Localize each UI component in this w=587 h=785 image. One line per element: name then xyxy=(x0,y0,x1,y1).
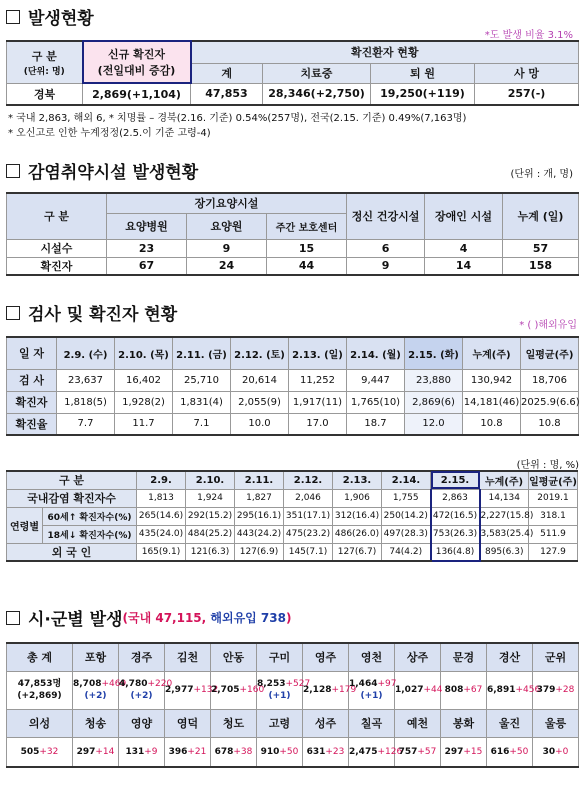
cell: 20,614 xyxy=(231,369,289,391)
region-ratio-note: *도 발생 비율 3.1% xyxy=(484,30,573,41)
cell: 15 xyxy=(267,239,347,257)
city-total: 2,977 xyxy=(165,685,194,695)
cell: 18,706 xyxy=(521,369,579,391)
cell: 165(9.1) xyxy=(137,543,186,561)
city-header: 봉화 xyxy=(441,709,487,737)
header-date-cell: 일평균(주) xyxy=(529,471,578,489)
city-total: 616 xyxy=(490,746,510,757)
cell: 57 xyxy=(503,239,579,257)
city-daily: (+2,869) xyxy=(17,691,62,701)
city-total: 4,780 xyxy=(119,679,148,689)
cell: 2019.1 xyxy=(529,489,578,507)
row-label: 확진율 xyxy=(7,413,57,435)
city-total: 396 xyxy=(168,746,188,757)
city-header: 문경 xyxy=(441,643,487,671)
cell: 11.7 xyxy=(115,413,173,435)
city-header: 청송 xyxy=(73,709,119,737)
header-date-cell: 2.9. xyxy=(137,471,186,489)
city-increase: +126 xyxy=(377,746,403,757)
cell-new: 2,869(+1,104) xyxy=(83,83,191,105)
city-header: 총 계 xyxy=(7,643,73,671)
footnote-1: * 국내 2,863, 해외 6, * 치명률 – 경북(2.16. 기준) 0.54%(257명), 전국(2.15. 기준) 0.49%(7,163명) xyxy=(8,113,467,124)
city-increase: +97 xyxy=(377,679,397,689)
city-increase: +132 xyxy=(193,685,219,695)
row-18: 18세↓ 확진자수(%) xyxy=(43,525,137,543)
city-cell xyxy=(119,671,173,709)
cell: 1,831(4) xyxy=(173,391,231,413)
header-date-cell: 2.15. (화) xyxy=(405,337,463,369)
header-day: 주간 보호센터 xyxy=(267,213,347,239)
header-date-cell: 2.12. (토) xyxy=(231,337,289,369)
city-total: 808 xyxy=(444,685,464,695)
city-cell xyxy=(349,737,403,767)
cell: 295(16.1) xyxy=(235,507,284,525)
cell: 127(6.9) xyxy=(235,543,284,561)
cell: 23,637 xyxy=(57,369,115,391)
city-total: 505 xyxy=(20,746,40,757)
city-increase: +15 xyxy=(463,746,483,757)
checkbox-icon xyxy=(6,611,20,625)
header-disabled: 장애인 시설 xyxy=(425,193,503,239)
city-increase: +44 xyxy=(423,685,443,695)
header-cum: 누계 (일) xyxy=(503,193,579,239)
city-header: 예천 xyxy=(395,709,441,737)
header-treat: 치료중 xyxy=(263,63,371,83)
cell: 10.0 xyxy=(231,413,289,435)
age-table xyxy=(6,470,578,562)
city-total: 2,705 xyxy=(211,685,240,695)
city-increase: +28 xyxy=(555,685,575,695)
city-cell xyxy=(257,737,303,767)
header-date-cell: 일평균(주) xyxy=(521,337,579,369)
checkbox-icon xyxy=(6,164,20,178)
cell: 1,827 xyxy=(235,489,284,507)
row-domestic: 국내감염 확진자수 xyxy=(7,489,137,507)
city-total: 47,853명 xyxy=(17,679,62,689)
city-header: 성주 xyxy=(303,709,349,737)
cell: 9,447 xyxy=(347,369,405,391)
cell: 318.1 xyxy=(529,507,578,525)
cell: 23,880 xyxy=(405,369,463,391)
cell: 14,181(46) xyxy=(463,391,521,413)
city-cell xyxy=(487,737,533,767)
header-total: 계 xyxy=(191,63,263,83)
city-increase: +57 xyxy=(417,746,437,757)
cell: 4 xyxy=(425,239,503,257)
cell: 6 xyxy=(347,239,425,257)
city-header: 상주 xyxy=(395,643,441,671)
city-header: 영주 xyxy=(303,643,349,671)
city-cell xyxy=(119,737,165,767)
city-total: 1,027 xyxy=(395,685,424,695)
section-title-city xyxy=(6,605,291,630)
city-header: 구미 xyxy=(257,643,303,671)
city-increase: +21 xyxy=(187,746,207,757)
tests-table xyxy=(6,336,579,436)
header-date-cell: 2.11. (금) xyxy=(173,337,231,369)
city-increase: +179 xyxy=(331,685,357,695)
cell: 497(28.3) xyxy=(382,525,431,543)
city-subtitle: (국내 47,115, 해외유입 738) xyxy=(122,611,292,625)
cell: 9 xyxy=(187,239,267,257)
header-gubun: 구 분 xyxy=(7,471,137,489)
cell: 292(15.2) xyxy=(186,507,235,525)
header-death: 사 망 xyxy=(475,63,579,83)
city-cell xyxy=(533,671,579,709)
cell: 74(4.2) xyxy=(382,543,431,561)
header-date-cell: 누계(주) xyxy=(463,337,521,369)
header-release: 퇴 원 xyxy=(371,63,475,83)
city-header: 안동 xyxy=(211,643,257,671)
cell: 472(16.5) xyxy=(431,507,480,525)
cell: 17.0 xyxy=(289,413,347,435)
city-header: 울릉 xyxy=(533,709,579,737)
cell: 136(4.8) xyxy=(431,543,480,561)
header-new-cases: 신규 확진자 (전일대비 증감) xyxy=(83,41,191,83)
city-total: 297 xyxy=(444,746,464,757)
row-label: 검 사 xyxy=(7,369,57,391)
city-increase: +220 xyxy=(147,679,173,689)
city-cell xyxy=(211,671,265,709)
cell: 1,917(11) xyxy=(289,391,347,413)
section-title-text: 시·군별 발생 xyxy=(28,610,123,630)
cell: 486(26.0) xyxy=(333,525,382,543)
city-cell xyxy=(303,737,349,767)
city-overseas: (+1) xyxy=(360,691,383,701)
cell: 265(14.6) xyxy=(137,507,186,525)
city-header: 고령 xyxy=(257,709,303,737)
header-date-cell: 2.13. (일) xyxy=(289,337,347,369)
header-date-cell: 2.14. xyxy=(382,471,431,489)
cell: 130,942 xyxy=(463,369,521,391)
city-cell xyxy=(441,671,487,709)
cell: 895(6.3) xyxy=(480,543,529,561)
header-care: 장기요양시설 xyxy=(107,193,347,213)
section-title-text: 검사 및 확진자 현황 xyxy=(28,305,178,325)
cell: 250(14.2) xyxy=(382,507,431,525)
facility-unit: (단위 : 개, 명) xyxy=(510,169,573,180)
cell: 1,813 xyxy=(137,489,186,507)
overseas-note: * ( )해외유입 xyxy=(519,320,577,331)
city-increase: +9 xyxy=(144,746,158,757)
city-header: 청도 xyxy=(211,709,257,737)
city-header: 경주 xyxy=(119,643,165,671)
cell: 1,818(5) xyxy=(57,391,115,413)
city-increase: +38 xyxy=(233,746,253,757)
city-cell xyxy=(7,671,73,709)
city-cell xyxy=(533,737,579,767)
header-mental: 정신 건강시설 xyxy=(347,193,425,239)
city-increase: +23 xyxy=(325,746,345,757)
city-cell xyxy=(211,737,257,767)
header-date-cell: 2.14. (월) xyxy=(347,337,405,369)
row-60: 60세↑ 확진자수(%) xyxy=(43,507,137,525)
cell-treat: 28,346(+2,750) xyxy=(263,83,371,105)
header-date-cell: 누계(주) xyxy=(480,471,529,489)
cell: 1,928(2) xyxy=(115,391,173,413)
city-total: 910 xyxy=(260,746,280,757)
header-date: 일 자 xyxy=(7,337,57,369)
cell: 2,046 xyxy=(284,489,333,507)
city-increase: +50 xyxy=(509,746,529,757)
city-cell xyxy=(395,671,441,709)
age-label: 연령별 xyxy=(7,507,43,543)
facility-table xyxy=(6,192,579,276)
cell: 435(24.0) xyxy=(137,525,186,543)
city-header: 포항 xyxy=(73,643,119,671)
city-header: 칠곡 xyxy=(349,709,395,737)
city-cell xyxy=(73,671,127,709)
city-cell xyxy=(441,737,487,767)
cell: 443(24.2) xyxy=(235,525,284,543)
city-cell xyxy=(487,671,541,709)
cell-death: 257(-) xyxy=(475,83,579,105)
city-cell xyxy=(165,671,219,709)
city-increase: +456 xyxy=(515,685,541,695)
city-increase: +527 xyxy=(285,679,311,689)
city-total: 1,464 xyxy=(349,679,378,689)
cell: 158 xyxy=(503,257,579,275)
row-label: 경북 xyxy=(7,83,83,105)
cell: 511.9 xyxy=(529,525,578,543)
cell: 7.1 xyxy=(173,413,231,435)
city-header: 영양 xyxy=(119,709,165,737)
city-total: 297 xyxy=(76,746,96,757)
city-header: 김천 xyxy=(165,643,211,671)
cell: 475(23.2) xyxy=(284,525,333,543)
cell: 127.9 xyxy=(529,543,578,561)
row-foreign: 외 국 인 xyxy=(7,543,137,561)
cell: 1,755 xyxy=(382,489,431,507)
cell: 484(25.2) xyxy=(186,525,235,543)
cell: 25,710 xyxy=(173,369,231,391)
cell: 14,134 xyxy=(480,489,529,507)
header-date-cell: 2.11. xyxy=(235,471,284,489)
cell: 3,583(25.4) xyxy=(480,525,529,543)
city-table xyxy=(6,642,579,768)
city-total: 30 xyxy=(542,746,556,757)
section-title-facility xyxy=(6,158,198,183)
city-total: 678 xyxy=(214,746,234,757)
header-date-cell: 2.15. xyxy=(431,471,480,489)
city-increase: +160 xyxy=(239,685,265,695)
cell: 1,765(10) xyxy=(347,391,405,413)
city-increase: +469 xyxy=(101,679,127,689)
section-title-text: 발생현황 xyxy=(28,9,94,29)
city-cell xyxy=(7,737,73,767)
header-date-cell: 2.12. xyxy=(284,471,333,489)
city-increase: +14 xyxy=(95,746,115,757)
cell-total: 47,853 xyxy=(191,83,263,105)
city-header: 군위 xyxy=(533,643,579,671)
city-cell xyxy=(303,671,357,709)
section-title-tests xyxy=(6,300,177,325)
city-overseas: (+2) xyxy=(84,691,107,701)
city-overseas: (+1) xyxy=(268,691,291,701)
header-gubun: 구 분 xyxy=(7,193,107,239)
cell: 1,906 xyxy=(333,489,382,507)
header-date-cell: 2.13. xyxy=(333,471,382,489)
city-header: 경산 xyxy=(487,643,533,671)
city-total: 8,708 xyxy=(73,679,102,689)
cell: 753(26.3) xyxy=(431,525,480,543)
cell: 16,402 xyxy=(115,369,173,391)
city-cell xyxy=(73,737,119,767)
cell: 121(6.3) xyxy=(186,543,235,561)
cell: 12.0 xyxy=(405,413,463,435)
cell: 2,869(6) xyxy=(405,391,463,413)
city-increase: +32 xyxy=(39,746,59,757)
cell: 127(6.7) xyxy=(333,543,382,561)
section-title-status xyxy=(6,4,94,29)
row-label: 시설수 xyxy=(7,239,107,257)
cell: 351(17.1) xyxy=(284,507,333,525)
cell: 18.7 xyxy=(347,413,405,435)
cell: 23 xyxy=(107,239,187,257)
header-gubun: 구 분 (단위: 명) xyxy=(7,41,83,83)
cell: 2,055(9) xyxy=(231,391,289,413)
city-header: 의성 xyxy=(7,709,73,737)
city-total: 2,128 xyxy=(303,685,332,695)
city-increase: +50 xyxy=(279,746,299,757)
header-hospital: 요양병원 xyxy=(107,213,187,239)
cell: 24 xyxy=(187,257,267,275)
city-header: 울진 xyxy=(487,709,533,737)
header-date-cell: 2.10. (목) xyxy=(115,337,173,369)
city-cell xyxy=(165,737,211,767)
age-unit: (단위 : 명, %) xyxy=(516,460,579,471)
footnote-2: * 오신고로 인한 누계정정(2.5.이 기준 고령-4) xyxy=(8,128,211,139)
cell-release: 19,250(+119) xyxy=(371,83,475,105)
city-total: 757 xyxy=(398,746,418,757)
cell: 67 xyxy=(107,257,187,275)
cell: 10.8 xyxy=(521,413,579,435)
header-status: 확진환자 현황 xyxy=(191,41,579,63)
cell: 10.8 xyxy=(463,413,521,435)
city-total: 2,475 xyxy=(349,746,378,757)
checkbox-icon xyxy=(6,10,20,24)
city-increase: +67 xyxy=(463,685,483,695)
cell: 1,924 xyxy=(186,489,235,507)
city-header: 영천 xyxy=(349,643,395,671)
checkbox-icon xyxy=(6,306,20,320)
city-total: 6,891 xyxy=(487,685,516,695)
city-total: 379 xyxy=(536,685,556,695)
row-label: 확진자 xyxy=(7,391,57,413)
cell: 2,863 xyxy=(431,489,480,507)
cell: 9 xyxy=(347,257,425,275)
header-date-cell: 2.9. (수) xyxy=(57,337,115,369)
city-total: 131 xyxy=(125,746,145,757)
city-overseas: (+2) xyxy=(130,691,153,701)
city-cell xyxy=(395,737,441,767)
row-label: 확진자 xyxy=(7,257,107,275)
city-total: 8,253 xyxy=(257,679,286,689)
city-increase: +0 xyxy=(555,746,569,757)
cell: 44 xyxy=(267,257,347,275)
city-header: 영덕 xyxy=(165,709,211,737)
cell: 145(7.1) xyxy=(284,543,333,561)
header-home: 요양원 xyxy=(187,213,267,239)
cell: 11,252 xyxy=(289,369,347,391)
header-date-cell: 2.10. xyxy=(186,471,235,489)
cell: 312(16.4) xyxy=(333,507,382,525)
cell: 14 xyxy=(425,257,503,275)
cell: 2025.9(6.6) xyxy=(521,391,579,413)
section-title-text: 감염취약시설 발생현황 xyxy=(28,163,199,183)
cell: 7.7 xyxy=(57,413,115,435)
status-table xyxy=(6,40,579,106)
cell: 2,227(15.8) xyxy=(480,507,529,525)
city-total: 631 xyxy=(306,746,326,757)
